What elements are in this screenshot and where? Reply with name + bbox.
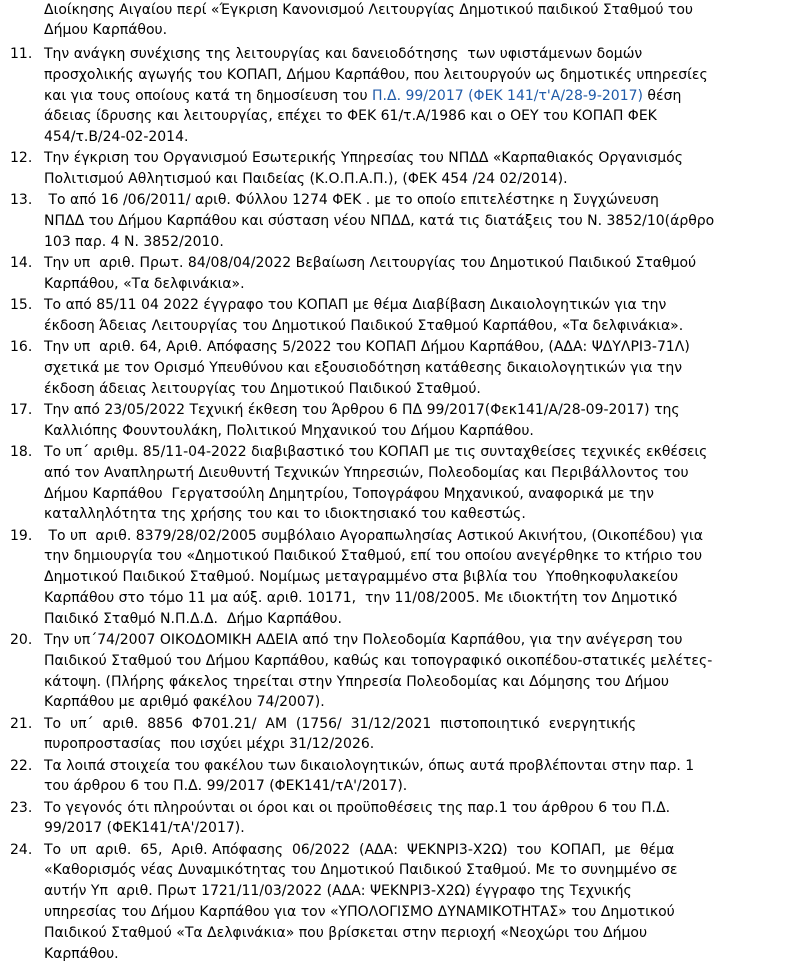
reference-highlight: Π.Δ. 99/2017 (ΦΕΚ 141/τ'Α/28-9-2017) [372, 88, 643, 104]
list-item-line: Καρπάθου με αριθμό φακέλου 74/2007). [44, 694, 325, 710]
list-item-line: Δήμου Καρπάθου Γεργατσούλη Δημητρίου, Τοπογράφου Μηχανικού, αναφορικά με την [44, 486, 654, 502]
list-item-number: 15. [10, 297, 33, 313]
list-item-line: Το υπ αριθ. 8379/28/02/2005 συμβόλαιο Αγοραπωλησίας Αστικού Ακινήτου, (Οικοπέδου) για [44, 528, 703, 544]
lead-line: Δήμου Καρπάθου. [44, 22, 168, 38]
list-item-line: Το υπ΄ αριθμ. 85/11-04-2022 διαβιβαστικό του ΚΟΠΑΠ με τις συνταχθείσες τεχνικές εκθέσεις [44, 444, 708, 460]
list-item-line: Παιδικού Σταθμού του Δήμου Καρπάθου, καθώς και τοπογραφικό οικοπέδου-στατικές μελέτες- [44, 653, 713, 669]
list-item-line: Την ανάγκη συνέχισης της λειτουργίας και δανειοδότησης των υφιστάμενων δομών [44, 46, 643, 62]
list-item-number: 12. [10, 150, 33, 166]
list-item-line: Παιδικό Σταθμό Ν.Π.Δ.Δ. Δήμο Καρπάθου. [44, 611, 342, 627]
list-item-number: 18. [10, 444, 33, 460]
list-item-line: 103 παρ. 4 Ν. 3852/2010. [44, 234, 224, 250]
list-item-line: κάτοψη. (Πλήρης φάκελος τηρείται στην Υπηρεσία Πολεοδομίας και Δόμησης του Δήμου [44, 674, 669, 690]
list-item-line: έκδοση Άδειας Λειτουργίας του Δημοτικού Παιδικού Σταθμού Καρπάθου, «Τα δελφινάκια». [44, 318, 684, 334]
list-item-line: Το από 85/11 04 2022 έγγραφο του ΚΟΠΑΠ με θέμα Διαβίβαση Δικαιολογητικών για την [44, 297, 667, 313]
list-item-number: 14. [10, 255, 33, 271]
list-item-line: Τα λοιπά στοιχεία του φακέλου των δικαιολογητικών, όπως αυτά προβλέπονται στην παρ. 1 [44, 758, 695, 774]
list-item-number: 11. [10, 46, 33, 62]
list-item-number: 13. [10, 192, 33, 208]
list-item-line: καταλληλότητα της χρήσης του και το ιδιοκτησιακό του καθεστώς. [44, 506, 526, 522]
list-item-line: Την υπ αριθ. 64, Αριθ. Απόφασης 5/2022 του ΚΟΠΑΠ Δήμου Καρπάθου, (ΑΔΑ: ΨΔΥΛΡΙ3-71Λ) [44, 339, 690, 355]
list-item-number: 20. [10, 632, 33, 648]
list-item-line: Την υπ΄74/2007 ΟΙΚΟΔΟΜΙΚΗ ΑΔΕΙΑ από την Πολεοδομία Καρπάθου, για την ανέγερση του [44, 632, 683, 648]
list-item-line: του άρθρου 6 του Π.Δ. 99/2017 (ΦΕΚ141/τΑ'/2017). [44, 778, 408, 794]
list-item-line: Το από 16 /06/2011/ αριθ. Φύλλου 1274 ΦΕΚ . με το οποίο επιτελέστηκε η Συγχώνευση [44, 192, 659, 208]
list-item-line: Το υπ΄ αριθ. 8856 Φ701.21/ ΑΜ (1756/ 31/12/2021 πιστοποιητικό ενεργητικής [44, 716, 637, 732]
list-item-line: Καρπάθου, «Τα δελφινάκια». [44, 276, 245, 292]
list-item-line: πυροπροστασίας που ισχύει μέχρι 31/12/2026. [44, 736, 375, 752]
list-item-line: Δημοτικού Παιδικού Σταθμού. Νομίμως μεταγραμμένο στα βιβλία του Υποθηκοφυλακείου [44, 569, 679, 585]
list-item-number: 16. [10, 339, 33, 355]
lead-line: Διοίκησης Αιγαίου περί «Έγκριση Κανονισμού Λειτουργίας Δημοτικού παιδικού Σταθμού του [44, 2, 694, 18]
list-item-number: 19. [10, 528, 33, 544]
list-item-line: Την έγκριση του Οργανισμού Εσωτερικής Υπηρεσίας του ΝΠΔΔ «Καρπαθιακός Οργανισμός [44, 150, 683, 166]
list-item-line: ΝΠΔΔ του Δήμου Καρπάθου και σύσταση νέου ΝΠΔΔ, κατά τις διατάξεις του Ν. 3852/10(άρθρο [44, 213, 715, 229]
list-item-line: Πολιτισμού Αθλητισμού και Παιδείας (Κ.Ο.Π.Α.Π.), (ΦΕΚ 454 /24 02/2014). [44, 171, 568, 187]
list-item-line: και για τους οποίους κατά τη δημοσίευση του Π.Δ. 99/2017 (ΦΕΚ 141/τ'Α/28-9-2017) θέση [44, 88, 682, 104]
list-item-line: Παιδικού Σταθμού «Τα Δελφινάκια» που βρίσκεται στην περιοχή «Νεοχώρι του Δήμου [44, 925, 648, 941]
list-item-line: Καλλιόπης Φουντουλάκη, Πολιτικού Μηχανικού του Δήμου Καρπάθου. [44, 423, 534, 439]
list-item-line: Το γεγονός ότι πληρούνται οι όροι και οι προϋποθέσεις της παρ.1 του άρθρου 6 του Π.Δ. [44, 800, 671, 816]
list-item-number: 23. [10, 800, 33, 816]
list-item-line: άδειας ίδρυσης και λειτουργίας, επέχει το ΦΕΚ 61/τ.Α/1986 και ο ΟΕΥ του ΚΟΠΑΠ ΦΕΚ [44, 108, 657, 124]
list-item-line: από τον Αναπληρωτή Διευθυντή Τεχνικών Υπηρεσιών, Πολεοδομίας και Περιβάλλοντος του [44, 465, 689, 481]
list-item-line: υπηρεσίας του Δήμου Καρπάθου για τον «ΥΠΟΛΟΓΙΣΜΟ ΔΥΝΑΜΙΚΟΤΗΤΑΣ» του Δημοτικού [44, 904, 675, 920]
list-item-number: 21. [10, 716, 33, 732]
list-item-line: 454/τ.Β/24-02-2014. [44, 129, 189, 145]
list-item-line: Την από 23/05/2022 Τεχνική έκθεση του Άρθρου 6 ΠΔ 99/2017(Φεκ141/Α/28-09-2017) της [44, 402, 680, 418]
list-item-line: Καρπάθου στο τόμο 11 μα αύξ. αριθ. 10171, την 11/08/2005. Με ιδιοκτήτη τον Δημοτικό [44, 590, 678, 606]
list-item-line: προσχολικής αγωγής του ΚΟΠΑΠ, Δήμου Καρπάθου, που λειτουργούν ως δημοτικές υπηρεσίες [44, 67, 708, 83]
list-item-number: 17. [10, 402, 33, 418]
list-item-line: Καρπάθου. [44, 946, 119, 962]
list-item-line: σχετικά με τον Ορισμό Υπευθύνου και εξουσιοδότηση κατάθεσης δικαιολογητικών για την [44, 360, 683, 376]
list-item-number: 24. [10, 842, 33, 858]
list-item-line: 99/2017 (ΦΕΚ141/τΑ'/2017). [44, 820, 245, 836]
list-item-line: Την υπ αριθ. Πρωτ. 84/08/04/2022 Βεβαίωση Λειτουργίας του Δημοτικού Παιδικού Σταθμού [44, 255, 697, 271]
list-item-line: έκδοση άδειας λειτουργίας του Δημοτικού Παιδικού Σταθμού. [44, 381, 481, 397]
list-item-number: 22. [10, 758, 33, 774]
list-item-line: Το υπ αριθ. 65, Αριθ. Απόφασης 06/2022 (ΑΔΑ: ΨΕΚΝΡΙ3-Χ2Ω) του ΚΟΠΑΠ, με θέμα [44, 842, 675, 858]
list-item-line: «Καθορισμός νέας Δυναμικότητας του Δημοτικού Παιδικού Σταθμού. Με το συνημμένο σε [44, 862, 678, 878]
list-item-line: αυτήν Υπ αριθ. Πρωτ 1721/11/03/2022 (ΑΔΑ: ΨΕΚΝΡΙ3-Χ2Ω) έγγραφο της Τεχνικής [44, 883, 632, 899]
list-item-line: την δημιουργία του «Δημοτικού Παιδικού Σταθμού, επί του οποίου ανεγέρθηκε το κτήριο του [44, 548, 703, 564]
